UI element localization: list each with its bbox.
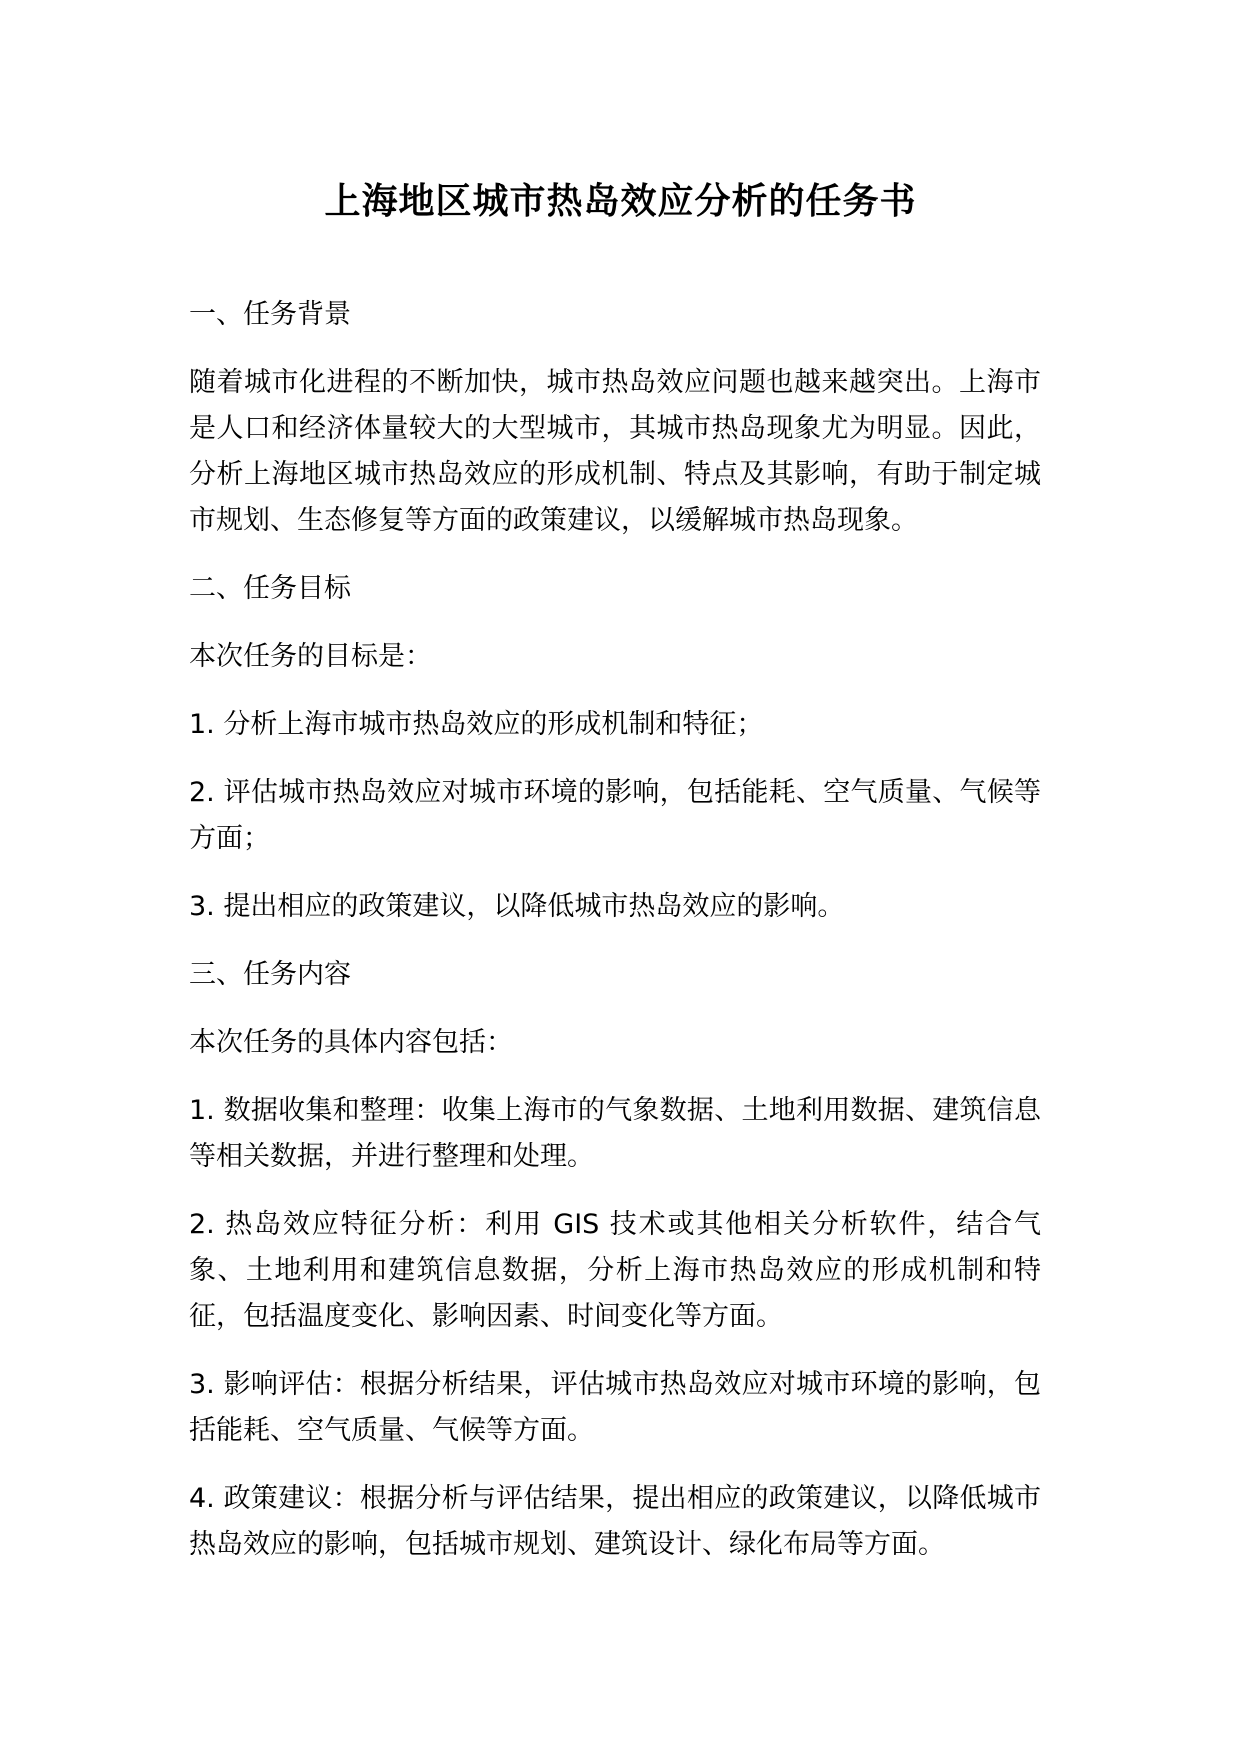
section-heading-content: 三、任务内容: [189, 959, 351, 990]
list-item-content-4: 4. 政策建议：根据分析与评估结果，提出相应的政策建议，以降低城市热岛效应的影响，包括城市规划、建筑设计、绿化布局等方面。: [189, 1483, 1041, 1560]
paragraph-goals-intro: 本次任务的目标是：: [189, 641, 432, 672]
document-title: 上海地区城市热岛效应分析的任务书: [324, 181, 917, 222]
list-item-goal-2: 2. 评估城市热岛效应对城市环境的影响，包括能耗、空气质量、气候等方面；: [189, 777, 1041, 854]
list-item-goal-1: 1. 分析上海市城市热岛效应的形成机制和特征；: [189, 709, 764, 740]
document-body: [189, 292, 1041, 1568]
list-item-content-3: 3. 影响评估：根据分析结果，评估城市热岛效应对城市环境的影响，包括能耗、空气质量、气候等方面。: [189, 1369, 1041, 1446]
paragraph-content-intro: 本次任务的具体内容包括：: [189, 1027, 513, 1058]
section-heading-background: 一、任务背景: [189, 299, 351, 330]
section-heading-goals: 二、任务目标: [189, 573, 351, 604]
paragraph-background: 随着城市化进程的不断加快，城市热岛效应问题也越来越突出。上海市是人口和经济体量较大的大型城市，其城市热岛现象尤为明显。因此，分析上海地区城市热岛效应的形成机制、特点及其影响，有助于制定城市规划、生态修复等方面的政策建议，以缓解城市热岛现象。: [189, 367, 1041, 536]
list-item-goal-3: 3. 提出相应的政策建议，以降低城市热岛效应的影响。: [189, 891, 845, 922]
list-item-content-1: 1. 数据收集和整理：收集上海市的气象数据、土地利用数据、建筑信息等相关数据，并进行整理和处理。: [189, 1095, 1041, 1172]
list-item-content-2: 2. 热岛效应特征分析：利用 GIS 技术或其他相关分析软件，结合气象、土地利用和建筑信息数据，分析上海市热岛效应的形成机制和特征，包括温度变化、影响因素、时间变化等方面。: [189, 1209, 1041, 1332]
